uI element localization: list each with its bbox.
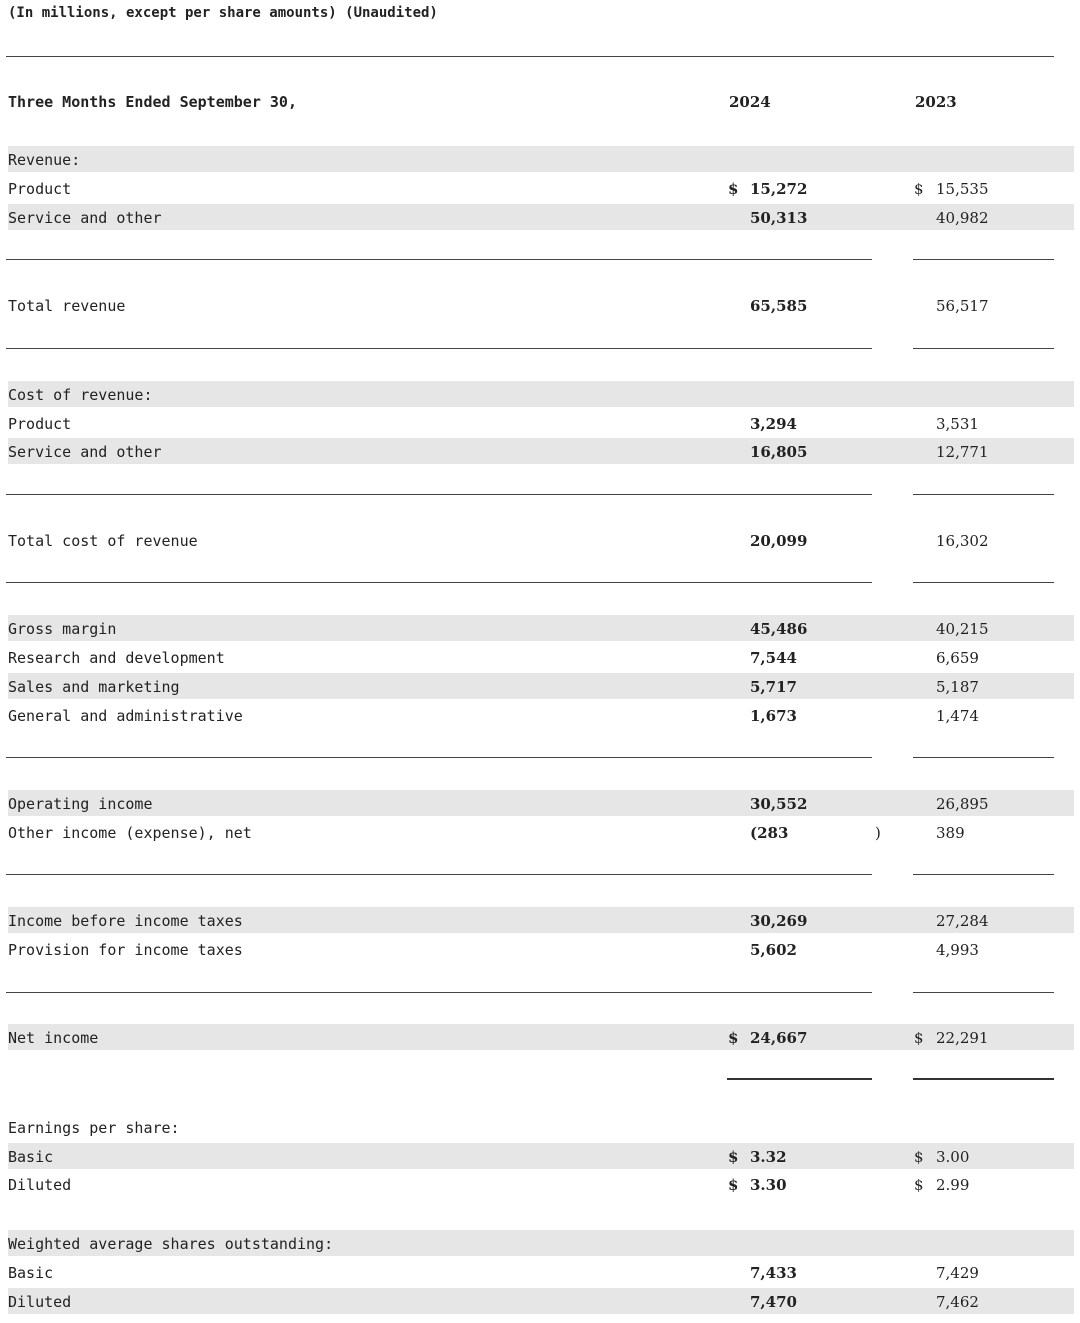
currency-symbol: $: [728, 180, 739, 198]
value-prior: 1,474: [936, 707, 979, 725]
row-label: Total cost of revenue: [8, 532, 198, 550]
divider: [913, 494, 1054, 495]
section-cost-of-revenue: Cost of revenue:: [8, 386, 153, 404]
row-label: Basic: [8, 1148, 54, 1166]
year-current: 2024: [729, 93, 771, 111]
divider: [913, 259, 1054, 260]
value-current: 24,667: [750, 1029, 808, 1047]
row-label: Sales and marketing: [8, 678, 180, 696]
value-current: 3.30: [750, 1176, 787, 1194]
divider: [6, 582, 872, 583]
value-prior: 3.00: [936, 1148, 970, 1166]
row-label: Service and other: [8, 209, 162, 227]
section-eps: Earnings per share:: [8, 1119, 180, 1137]
row-label: Other income (expense), net: [8, 824, 252, 842]
value-current: 7,433: [750, 1264, 797, 1282]
value-current: 65,585: [750, 297, 808, 315]
divider: [6, 992, 872, 993]
value-prior: 12,771: [936, 443, 989, 461]
row-label: Basic: [8, 1264, 54, 1282]
row-label: Total revenue: [8, 297, 126, 315]
currency-symbol: $: [728, 1148, 739, 1166]
value-prior: 4,993: [936, 941, 979, 959]
divider: [6, 348, 872, 349]
units-note: (In millions, except per share amounts) (Unaudited): [8, 5, 438, 21]
row-label: Diluted: [8, 1293, 72, 1311]
value-current: 30,269: [750, 912, 808, 930]
value-current: 3,294: [750, 415, 797, 433]
section-shares: Weighted average shares outstanding:: [8, 1235, 334, 1253]
divider: [6, 757, 872, 758]
value-current: 50,313: [750, 209, 808, 227]
currency-symbol: $: [914, 1029, 924, 1047]
currency-symbol: $: [728, 1176, 739, 1194]
divider: [913, 582, 1054, 583]
divider: [913, 874, 1054, 875]
value-current: 7,470: [750, 1293, 797, 1311]
value-prior: 7,429: [936, 1264, 979, 1282]
value-current: 1,673: [750, 707, 797, 725]
divider: [913, 348, 1054, 349]
double-underline: [727, 1078, 872, 1080]
value-prior: 27,284: [936, 912, 989, 930]
row-label: Product: [8, 180, 72, 198]
divider: [913, 992, 1054, 993]
row-label: Operating income: [8, 795, 153, 813]
value-prior: 7,462: [936, 1293, 979, 1311]
value-current: 16,805: [750, 443, 808, 461]
row-label: Provision for income taxes: [8, 941, 243, 959]
value-current: 5,602: [750, 941, 797, 959]
value-current: 7,544: [750, 649, 797, 667]
value-prior: 16,302: [936, 532, 989, 550]
row-label: Income before income taxes: [8, 912, 243, 930]
row-label: Net income: [8, 1029, 99, 1047]
currency-symbol: $: [914, 1176, 924, 1194]
value-prior: 6,659: [936, 649, 979, 667]
divider: [6, 874, 872, 875]
value-prior: 22,291: [936, 1029, 989, 1047]
divider: [913, 757, 1054, 758]
value-current: 30,552: [750, 795, 808, 813]
value-current: 15,272: [750, 180, 808, 198]
value-current: 20,099: [750, 532, 808, 550]
double-underline: [913, 1078, 1054, 1080]
value-prior: 3,531: [936, 415, 979, 433]
value-current: 45,486: [750, 620, 808, 638]
row-label: Gross margin: [8, 620, 117, 638]
value-prior: 2.99: [936, 1176, 970, 1194]
close-paren: ): [875, 824, 881, 842]
section-revenue: Revenue:: [8, 151, 81, 169]
value-prior: 40,215: [936, 620, 989, 638]
row-label: Product: [8, 415, 72, 433]
year-prior: 2023: [915, 93, 957, 111]
currency-symbol: $: [728, 1029, 739, 1047]
value-prior: 389: [936, 824, 965, 842]
currency-symbol: $: [914, 1148, 924, 1166]
value-current: (283: [750, 824, 789, 842]
period-label: Three Months Ended September 30,: [8, 93, 297, 111]
value-prior: 5,187: [936, 678, 979, 696]
value-current: 5,717: [750, 678, 797, 696]
value-prior: 40,982: [936, 209, 989, 227]
divider: [6, 259, 872, 260]
divider: [6, 56, 1054, 57]
value-prior: 56,517: [936, 297, 989, 315]
currency-symbol: $: [914, 180, 924, 198]
value-current: 3.32: [750, 1148, 787, 1166]
row-label: Service and other: [8, 443, 162, 461]
value-prior: 15,535: [936, 180, 989, 198]
row-label: General and administrative: [8, 707, 243, 725]
divider: [6, 494, 872, 495]
row-label: Research and development: [8, 649, 225, 667]
value-prior: 26,895: [936, 795, 989, 813]
row-label: Diluted: [8, 1176, 72, 1194]
